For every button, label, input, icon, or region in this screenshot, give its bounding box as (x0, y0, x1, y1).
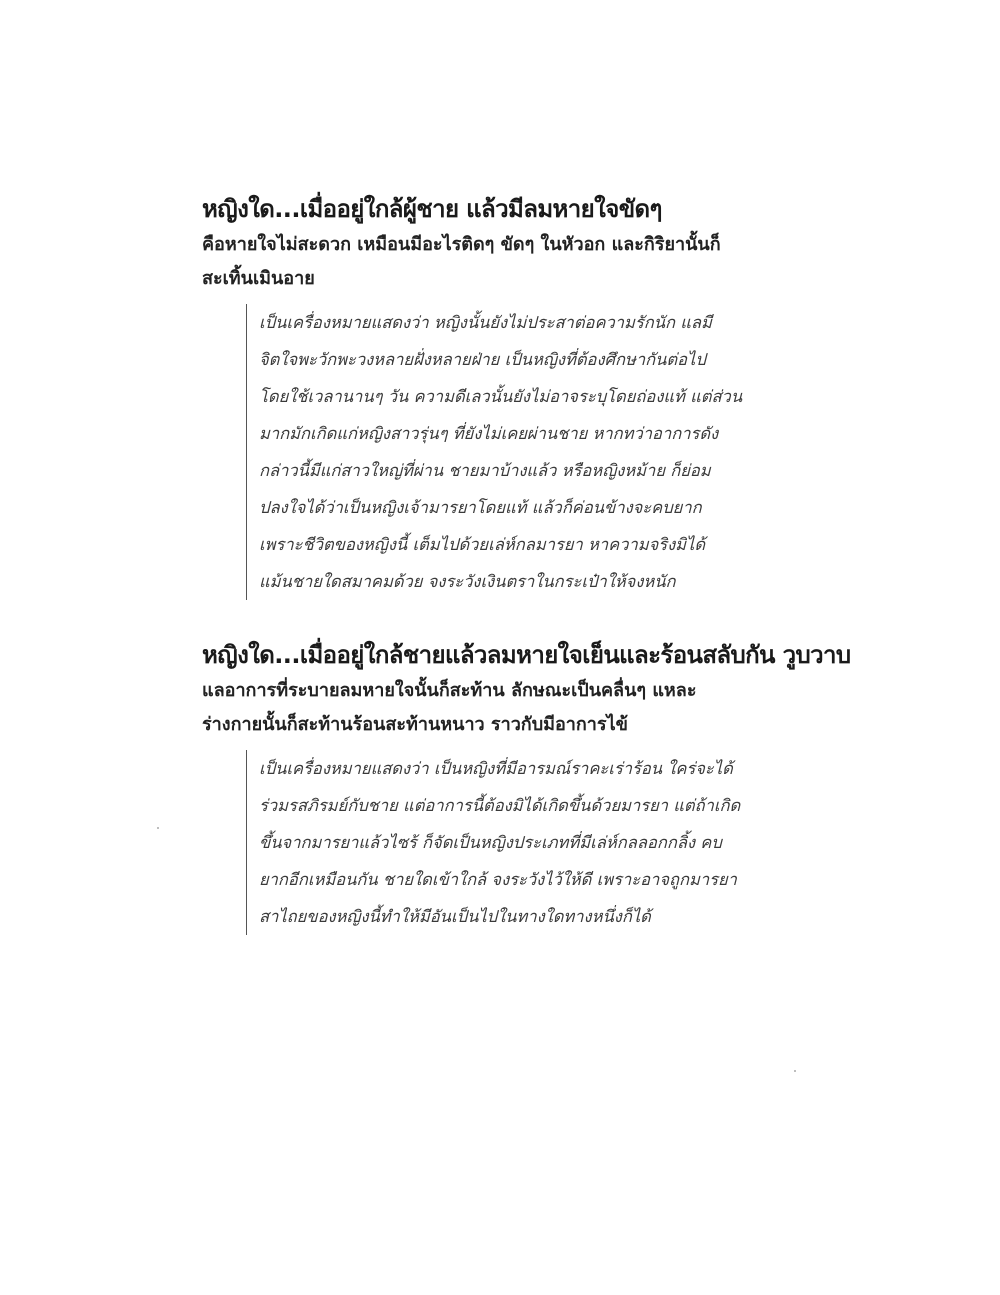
lead-line: สะเทิ้นเมินอาย (202, 268, 315, 289)
scan-speck (157, 827, 159, 829)
body-line: จิตใจพะวักพะวงหลายฝั่งหลายฝ่าย เป็นหญิงที่ต้องศึกษากันต่อไป (259, 350, 706, 369)
body-line: โดยใช้เวลานานๆ วัน ความดีเลวนั้นยังไม่อาจระบุโดยถ่องแท้ แต่ส่วน (259, 387, 743, 406)
section-shortness-of-breath (202, 190, 812, 600)
body-line: ร่วมรสภิรมย์กับชาย แต่อาการนี้ต้องมิได้เกิดขึ้นด้วยมารยา แต่ถ้าเกิด (259, 796, 741, 815)
body-line: ยากอีกเหมือนกัน ชายใดเข้าใกล้ จงระวังไว้ให้ดี เพราะอาจถูกมารยา (259, 870, 737, 889)
body-line: ปลงใจได้ว่าเป็นหญิงเจ้ามารยาโดยแท้ แล้วก็ค่อนข้างจะคบยาก (259, 498, 702, 517)
body-line: เป็นเครื่องหมายแสดงว่า หญิงนั้นยังไม่ประสาต่อความรักนัก แลมี (259, 313, 712, 332)
body-line: ขึ้นจากมารยาแล้วไซร้ ก็จัดเป็นหญิงประเภทที่มีเล่ห์กลลอกกลิ้ง คบ (259, 833, 722, 852)
lead-line: ร่างกายนั้นก็สะท้านร้อนสะท้านหนาว ราวกับมีอาการไข้ (202, 714, 628, 735)
body-line: เพราะชีวิตของหญิงนี้ เต็มไปด้วยเล่ห์กลมารยา หาความจริงมิได้ (259, 535, 706, 554)
body-line: สาไถยของหญิงนี้ทำให้มีอันเป็นไปในทางใดทางหนึ่งก็ได้ (259, 907, 651, 926)
lead-line: แลอาการที่ระบายลมหายใจนั้นก็สะท้าน ลักษณะเป็นคลื่นๆ แหละ (202, 680, 697, 701)
body-line: เป็นเครื่องหมายแสดงว่า เป็นหญิงที่มีอารมณ์ราคะเร่าร้อน ใคร่จะได้ (259, 759, 733, 778)
interpretation-block (246, 304, 812, 600)
body-line: แม้นชายใดสมาคมด้วย จงระวังเงินตราในกระเป๋าให้จงหนัก (259, 572, 676, 591)
section-hot-cold-breath (202, 636, 851, 935)
scan-speck (794, 1070, 796, 1072)
lead-line: คือหายใจไม่สะดวก เหมือนมีอะไรติดๆ ขัดๆ ในหัวอก และกิริยานั้นก็ (202, 234, 721, 255)
interpretation-block (246, 750, 812, 935)
section-heading: หญิงใด...เมื่ออยู่ใกล้ชายแล้วลมหายใจเย็นและร้อนสลับกัน วูบวาบ (202, 641, 851, 669)
section-heading: หญิงใด...เมื่ออยู่ใกล้ผู้ชาย แล้วมีลมหายใจขัดๆ (202, 195, 662, 223)
body-line: มากมักเกิดแก่หญิงสาวรุ่นๆ ที่ยังไม่เคยผ่านชาย หากทว่าอาการดัง (259, 424, 719, 443)
body-line: กล่าวนี้มีแก่สาวใหญ่ที่ผ่าน ชายมาบ้างแล้ว หรือหญิงหม้าย ก็ย่อม (259, 461, 711, 480)
